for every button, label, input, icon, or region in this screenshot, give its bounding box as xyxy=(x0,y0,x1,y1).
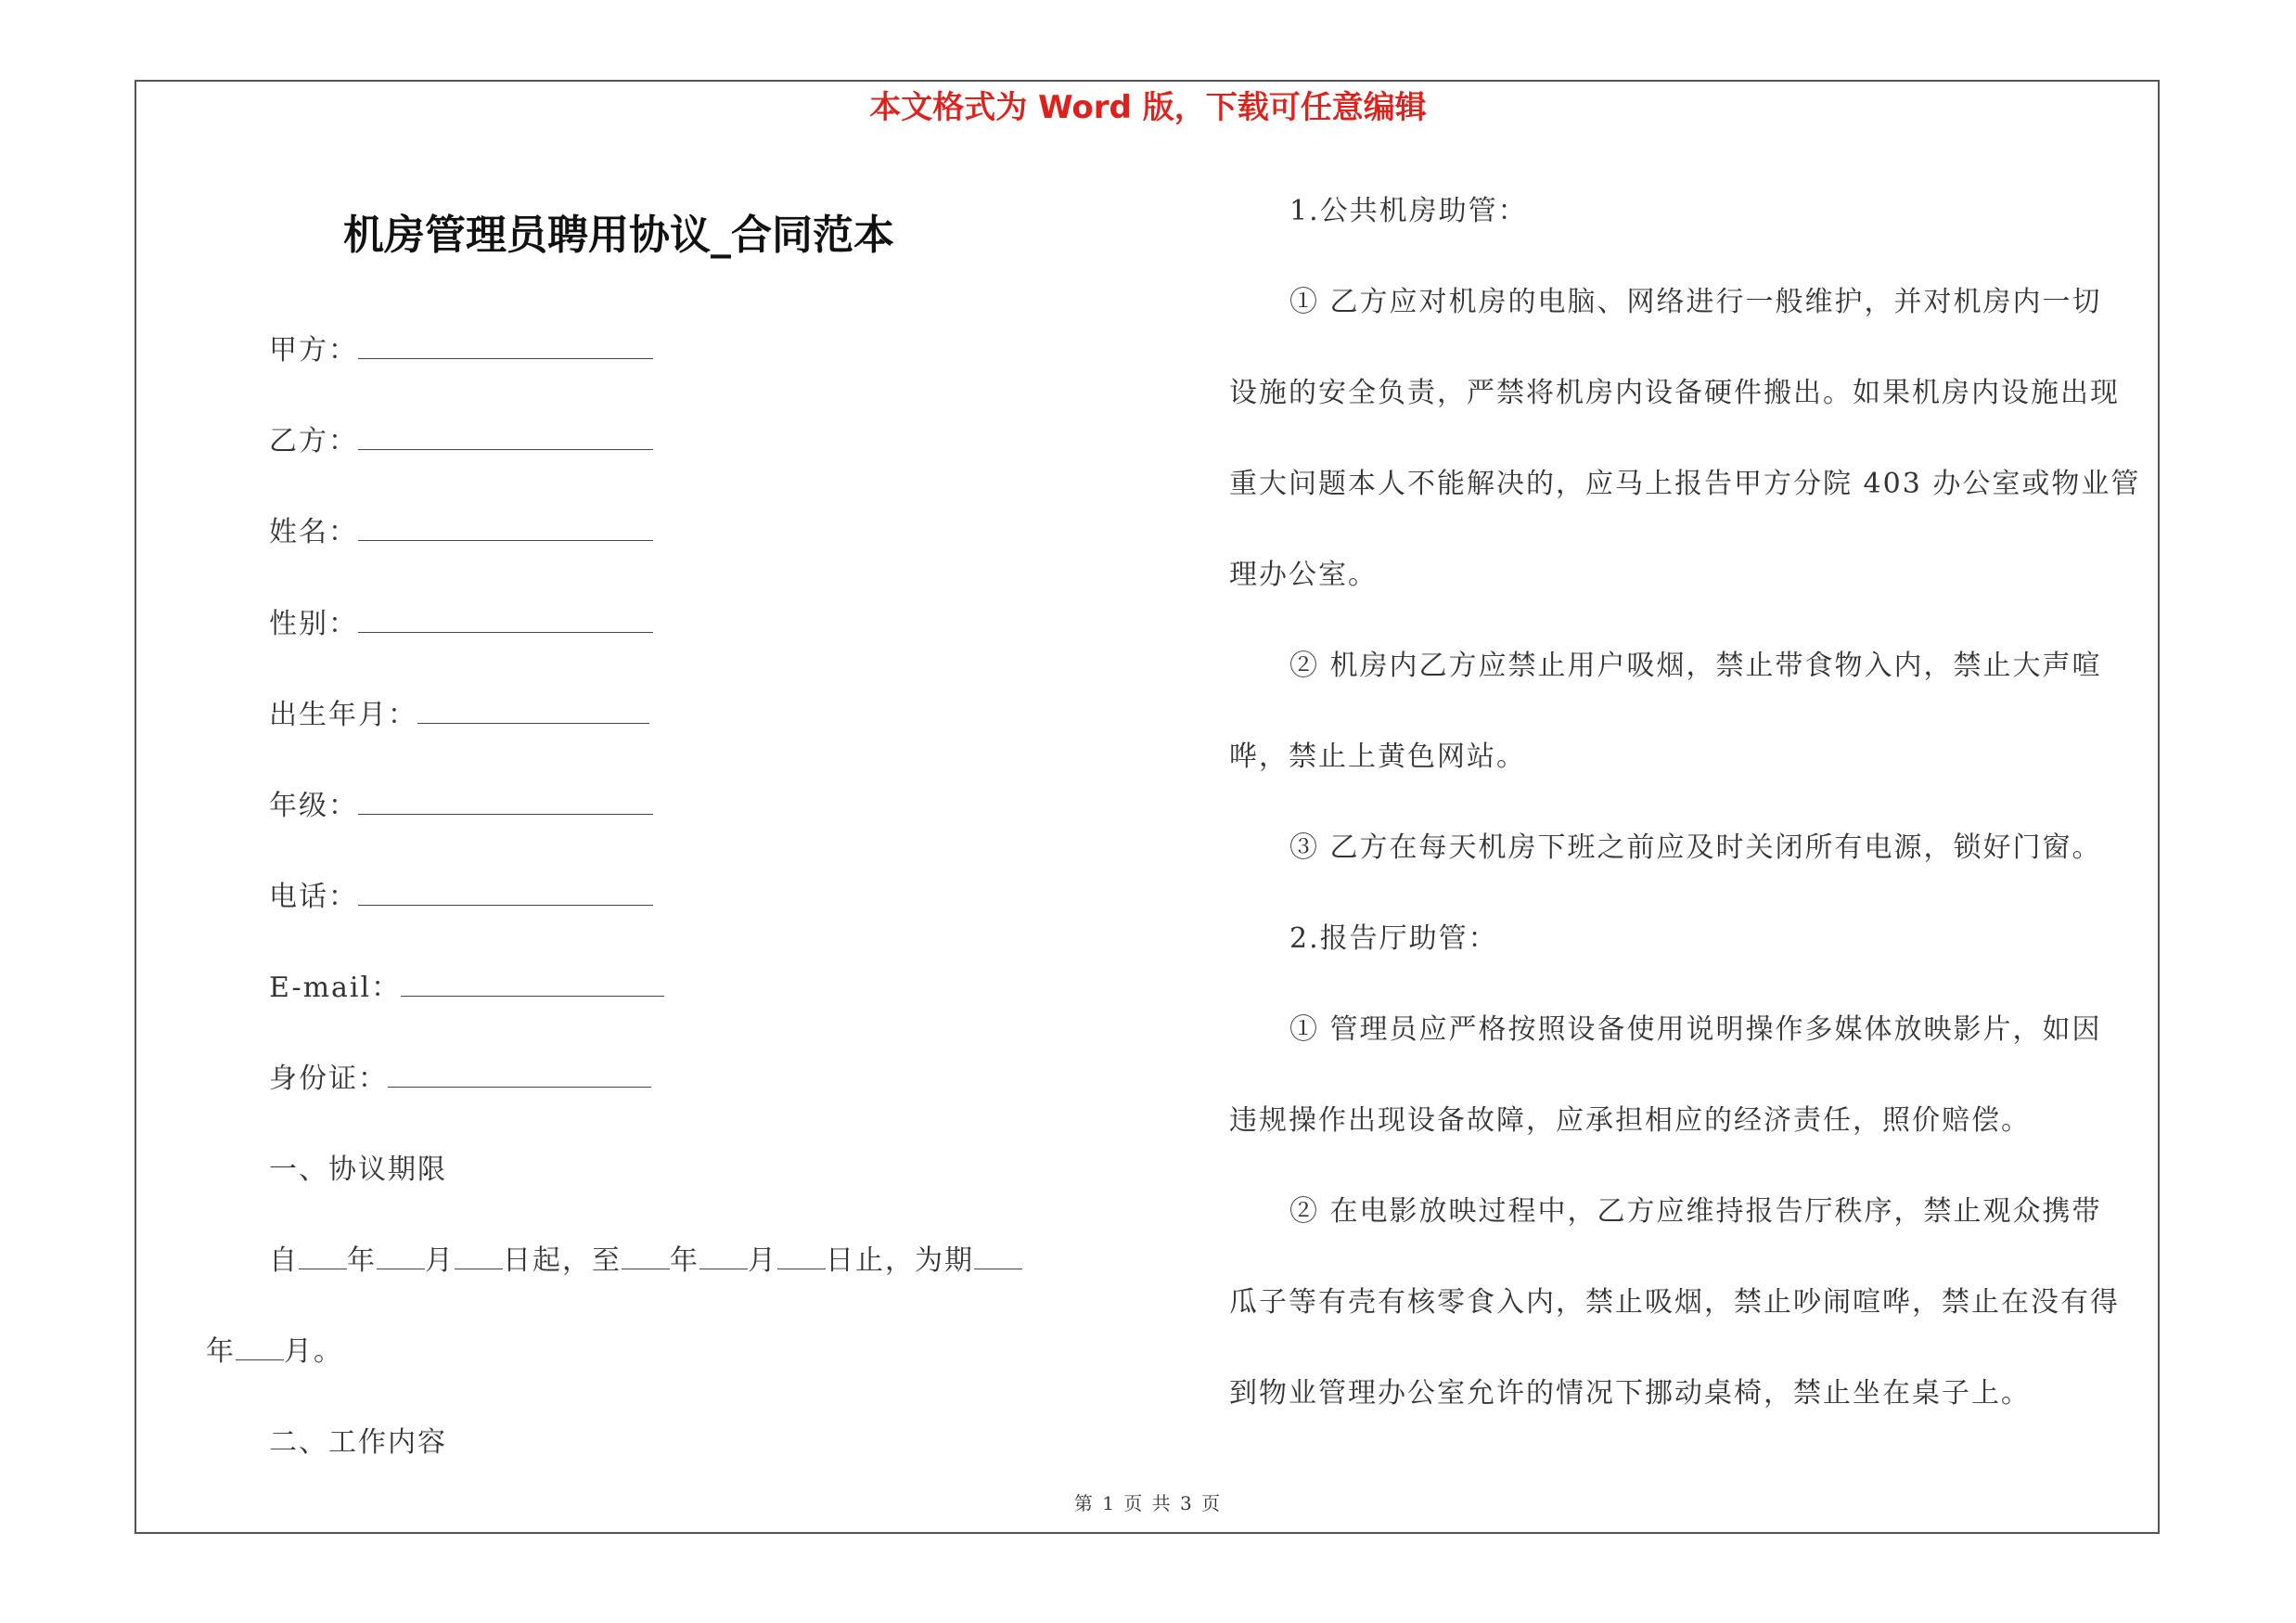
term-text: 日止，为期 xyxy=(826,1244,974,1277)
field-blank[interactable] xyxy=(358,877,653,906)
paragraph-line: ① 乙方应对机房的电脑、网络进行一般维护，并对机房内一切 xyxy=(1289,286,2102,318)
field-label: 身份证： xyxy=(269,1063,388,1095)
subheading-auditorium: 2.报告厅助管： xyxy=(1289,922,1498,955)
paragraph-line: 设施的安全负责，严禁将机房内设备硬件搬出。如果机房内设施出现 xyxy=(1229,377,2120,409)
field-id-card xyxy=(269,1059,651,1100)
field-phone xyxy=(269,877,653,918)
page-number: 第 1 页 共 3 页 xyxy=(1073,1492,1223,1514)
paragraph-line: 理办公室。 xyxy=(1229,559,1378,591)
blank[interactable] xyxy=(974,1243,1022,1269)
field-gender xyxy=(269,604,653,645)
term-text: 年 xyxy=(206,1335,236,1368)
field-label: 姓名： xyxy=(269,516,358,548)
field-blank[interactable] xyxy=(358,421,653,450)
term-text: 年 xyxy=(347,1244,377,1277)
field-label: 甲方： xyxy=(269,334,358,367)
field-label: E-mail： xyxy=(269,972,402,1004)
term-line-2 xyxy=(206,1332,343,1372)
blank[interactable] xyxy=(455,1243,503,1269)
paragraph-line: 到物业管理办公室允许的情况下挪动桌椅，禁止坐在桌子上。 xyxy=(1229,1377,2031,1410)
paragraph-line: ① 管理员应严格按照设备使用说明操作多媒体放映影片，如因 xyxy=(1289,1013,2102,1046)
paragraph-line: ② 机房内乙方应禁止用户吸烟，禁止带食物入内，禁止大声喧 xyxy=(1289,650,2102,682)
paragraph-line: ③ 乙方在每天机房下班之前应及时关闭所有电源，锁好门窗。 xyxy=(1289,831,2102,864)
document-title: 机房管理员聘用协议_合同范本 xyxy=(343,212,894,259)
paragraph-line: 哗，禁止上黄色网站。 xyxy=(1229,741,1526,773)
field-name xyxy=(269,512,653,553)
term-text: 月 xyxy=(425,1244,455,1277)
field-blank[interactable] xyxy=(358,604,653,633)
paragraph-line: ② 在电影放映过程中，乙方应维持报告厅秩序，禁止观众携带 xyxy=(1289,1195,2102,1228)
blank[interactable] xyxy=(777,1243,826,1269)
term-text: 月 xyxy=(748,1244,777,1277)
blank[interactable] xyxy=(299,1243,347,1269)
term-text: 月。 xyxy=(284,1335,343,1368)
field-email xyxy=(269,968,664,1009)
format-banner: 本文格式为 Word 版，下载可任意编辑 xyxy=(869,89,1427,126)
blank[interactable] xyxy=(377,1243,425,1269)
paragraph-line: 违规操作出现设备故障，应承担相应的经济责任，照价赔偿。 xyxy=(1229,1104,2031,1137)
term-text: 自 xyxy=(269,1244,299,1277)
field-blank[interactable] xyxy=(417,695,649,724)
field-label: 年级： xyxy=(269,790,358,822)
term-line-1 xyxy=(269,1241,1022,1282)
field-label: 乙方： xyxy=(269,425,358,457)
field-birth xyxy=(269,695,649,736)
field-label: 性别： xyxy=(269,608,358,640)
field-label: 电话： xyxy=(269,881,358,913)
field-blank[interactable] xyxy=(358,786,653,815)
field-blank[interactable] xyxy=(388,1059,651,1088)
field-blank[interactable] xyxy=(358,512,653,541)
section-heading-work: 二、工作内容 xyxy=(269,1426,447,1459)
blank[interactable] xyxy=(622,1243,670,1269)
field-blank[interactable] xyxy=(401,968,664,997)
section-heading-term: 一、协议期限 xyxy=(269,1153,447,1186)
field-party-b xyxy=(269,421,653,462)
field-grade xyxy=(269,786,653,827)
blank[interactable] xyxy=(699,1243,748,1269)
subheading-computer-room: 1.公共机房助管： xyxy=(1289,195,1528,227)
paragraph-line: 重大问题本人不能解决的，应马上报告甲方分院 403 办公室或物业管 xyxy=(1229,468,2141,500)
field-blank[interactable] xyxy=(358,330,653,359)
paragraph-line: 瓜子等有壳有核零食入内，禁止吸烟，禁止吵闹喧哗，禁止在没有得 xyxy=(1229,1286,2120,1319)
term-text: 年 xyxy=(670,1244,699,1277)
field-label: 出生年月： xyxy=(269,699,417,731)
term-text: 日起，至 xyxy=(503,1244,622,1277)
field-party-a xyxy=(269,330,653,371)
blank[interactable] xyxy=(236,1333,284,1360)
